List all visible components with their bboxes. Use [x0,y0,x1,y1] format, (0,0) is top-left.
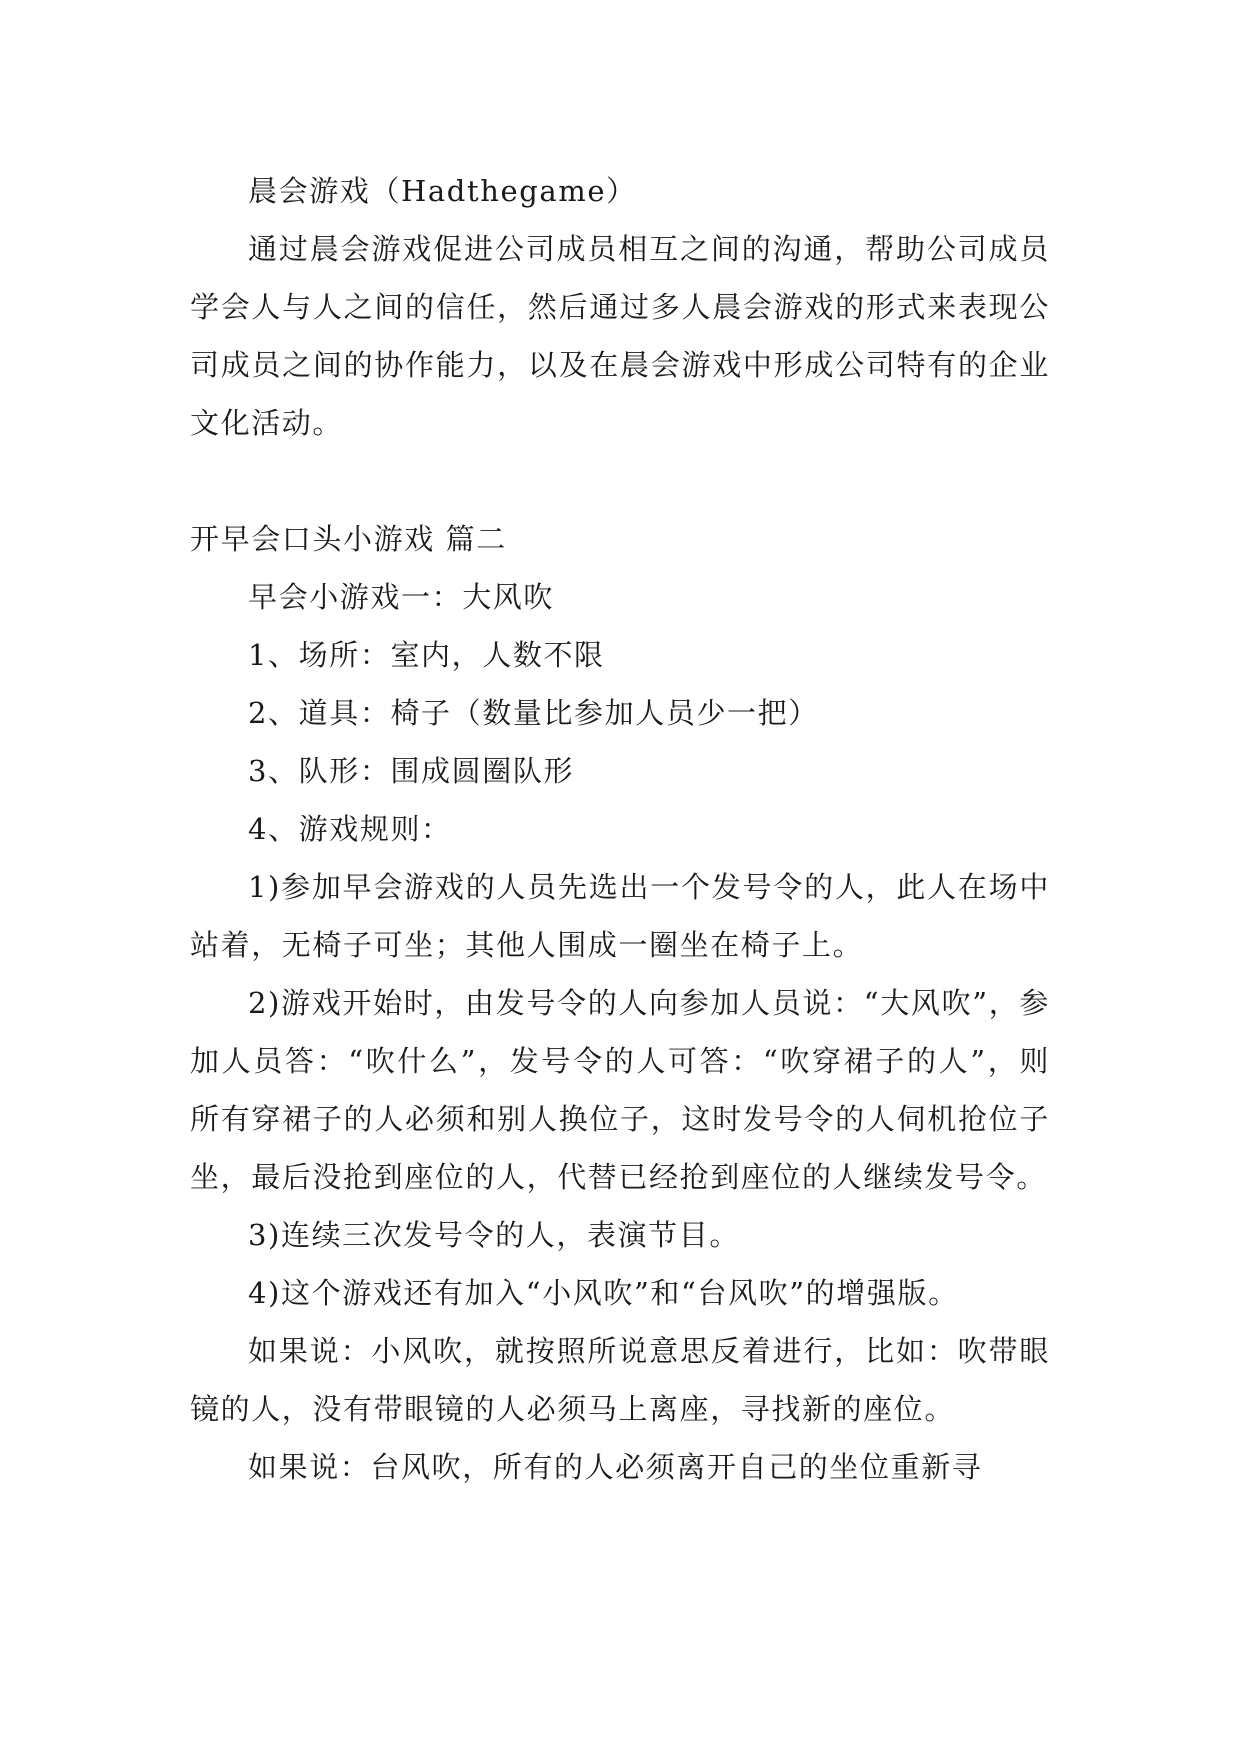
rule-4: 4)这个游戏还有加入“小风吹”和“台风吹”的增强版。 [248,1276,959,1310]
section-title-morning-game: 晨会游戏（Hadthegame） [248,174,637,208]
item-venue: 1、场所：室内，人数不限 [248,638,605,672]
item-props: 2、道具：椅子（数量比参加人员少一把） [248,696,819,730]
item-rules-heading: 4、游戏规则： [248,812,452,846]
variant-typhoon: 如果说：台风吹，所有的人必须离开自己的坐位重新寻 [248,1450,983,1484]
document-body [190,162,1050,1496]
rule-3: 3)连续三次发号令的人，表演节目。 [248,1218,740,1252]
rule-1: 1)参加早会游戏的人员先选出一个发号令的人，此人在场中站着，无椅子可坐；其他人围成一圈坐在椅子上。 [190,870,1050,962]
section-heading-part-two: 开早会口头小游戏 篇二 [190,522,507,556]
game-title-big-wind: 早会小游戏一：大风吹 [248,580,555,614]
item-formation: 3、队形：围成圆圈队形 [248,754,575,788]
rule-2: 2)游戏开始时，由发号令的人向参加人员说：“大风吹”，参加人员答：“吹什么”，发号令的人可答：“吹穿裙子的人”，则所有穿裙子的人必须和别人换位子，这时发号令的人伺机抢位子坐，最后没抢到座位的人，代替已经抢到座位的人继续发号令。 [190,986,1050,1194]
variant-small-wind: 如果说：小风吹，就按照所说意思反着进行，比如：吹带眼镜的人，没有带眼镜的人必须马上离座，寻找新的座位。 [190,1334,1050,1426]
intro-paragraph: 通过晨会游戏促进公司成员相互之间的沟通，帮助公司成员学会人与人之间的信任，然后通过多人晨会游戏的形式来表现公司成员之间的协作能力，以及在晨会游戏中形成公司特有的企业文化活动。 [190,232,1050,440]
